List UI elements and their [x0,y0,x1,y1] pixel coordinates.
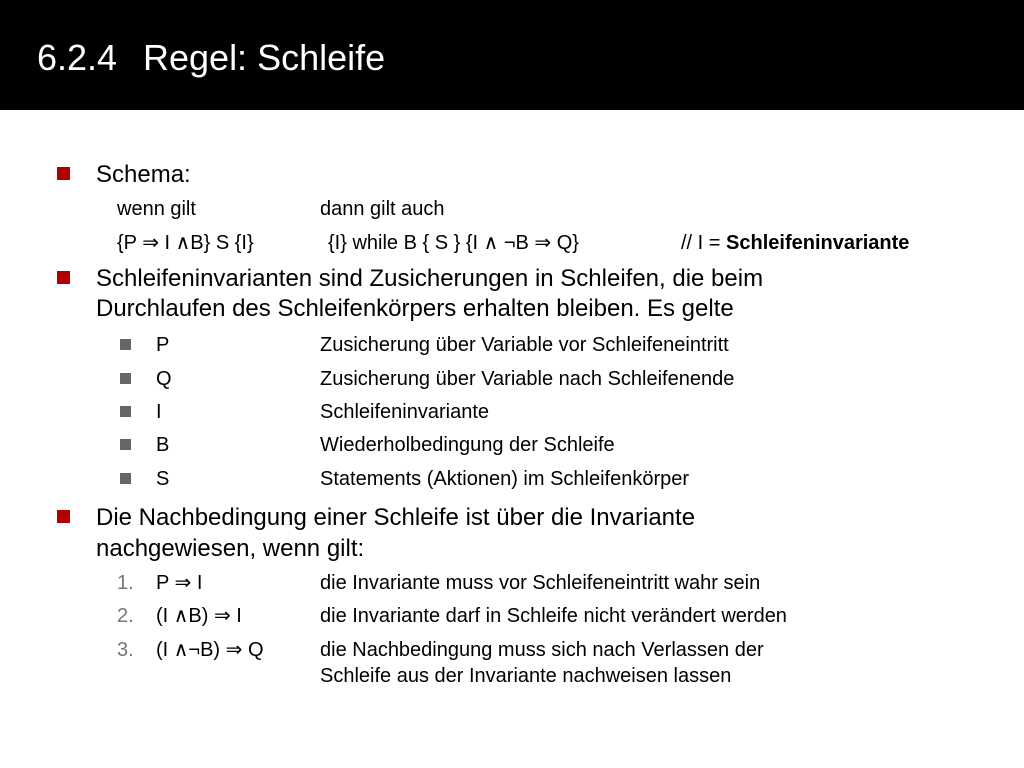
rule-3-desc-line2: Schleife aus der Invariante nachweisen lassen [320,665,732,687]
schema-conclusion: {I} while B { S } {I ∧ ¬B ⇒ Q} [328,232,579,254]
rule-1-formula: P ⇒ I [156,572,203,594]
schema-premise: {P ⇒ I ∧B} S {I} [117,232,254,254]
bullet-invariants-line2: Durchlaufen des Schleifenkörpers erhalten bleiben. Es gelte [96,295,734,322]
section-number: 6.2.4 [37,37,118,78]
schema-comment [681,231,909,256]
bullet-square-icon [57,510,70,523]
term-b-desc: Wiederholbedingung der Schleife [320,434,615,456]
rule-2-formula: (I ∧B) ⇒ I [156,605,242,627]
bullet-postcondition-line1: Die Nachbedingung einer Schleife ist über die Invariante [96,504,696,531]
bullet-schema-label: Schema: [96,161,191,188]
term-i: I [156,401,162,423]
list-number: 2. [117,605,134,627]
term-p-desc: Zusicherung über Variable vor Schleifeneintritt [320,334,729,356]
slide-header [0,0,1024,110]
rule-2-desc: die Invariante darf in Schleife nicht verändert werden [320,605,787,627]
term-i-desc: Schleifeninvariante [320,401,489,423]
term-q: Q [156,368,172,390]
term-q-desc: Zusicherung über Variable nach Schleifenende [320,368,735,390]
schema-right-header: dann gilt auch [320,198,445,220]
section-title: Regel: Schleife [143,37,386,78]
list-number: 3. [117,639,134,661]
sub-bullet-square-icon [120,406,131,417]
list-number: 1. [117,572,134,594]
sub-bullet-square-icon [120,473,131,484]
schema-comment-text: // I = [681,232,727,254]
sub-bullet-square-icon [120,373,131,384]
bullet-square-icon [57,271,70,284]
term-p: P [156,334,170,356]
sub-bullet-square-icon [120,439,131,450]
rule-3-formula: (I ∧¬B) ⇒ Q [156,639,264,661]
schema-left-header: wenn gilt [117,198,196,220]
rule-3-desc-line1: die Nachbedingung muss sich nach Verlassen der [320,639,764,661]
sub-bullet-square-icon [120,339,131,350]
bullet-square-icon [57,167,70,180]
term-s-desc: Statements (Aktionen) im Schleifenkörper [320,468,690,490]
bullet-postcondition-line2: nachgewiesen, wenn gilt: [96,535,365,562]
term-s: S [156,468,170,490]
bullet-invariants-line1: Schleifeninvarianten sind Zusicherungen in Schleifen, die beim [96,265,764,292]
term-b: B [156,434,170,456]
rule-1-desc: die Invariante muss vor Schleifeneintritt wahr sein [320,572,761,594]
slide-title [37,38,385,78]
schema-comment-bold: Schleifeninvariante [726,232,910,254]
